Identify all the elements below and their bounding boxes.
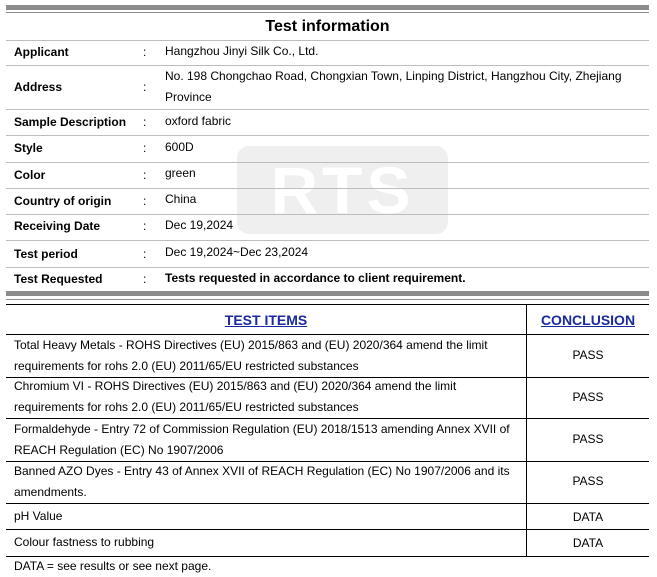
- test-item: Banned AZO Dyes - Entry 43 of Annex XVII of REACH Regulation (EC) No 1907/2006 and its amendments.: [14, 464, 510, 499]
- info-row-applicant: [6, 41, 649, 66]
- info-colon: :: [143, 247, 147, 261]
- info-value: green: [165, 166, 196, 180]
- info-colon: :: [143, 219, 147, 233]
- row-line: [6, 529, 649, 530]
- info-label: Style: [14, 141, 43, 155]
- info-value: Tests requested in accordance to client requirement.: [165, 271, 466, 285]
- test-item: Chromium VI - ROHS Directives (EU) 2015/863 and (EU) 2020/364 amend the limit requirements for rohs 2.0 (EU) 2011/65/EU restricted substances: [14, 379, 457, 414]
- info-label: Address: [14, 80, 63, 94]
- info-label: Test period: [14, 247, 78, 261]
- info-row-country-of-origin: [6, 189, 649, 215]
- conclusion-value: DATA: [572, 536, 604, 550]
- footnote: DATA = see results or see next page.: [14, 559, 212, 573]
- test-item: Formaldehyde - Entry 72 of Commission Regulation (EU) 2018/1513 amending Annex XVII of REACH Regulation (EC) No 1907/2006: [14, 422, 510, 457]
- header-conclusion: CONCLUSION: [540, 312, 636, 328]
- watermark-text: RTS: [270, 153, 415, 227]
- header-test: TEST: [224, 312, 261, 328]
- info-value: Dec 19,2024: [165, 218, 234, 232]
- info-value: No. 198 Chongchao Road, Chongxian Town, Linping District, Hangzhou City, Zhejiang Province: [165, 69, 622, 104]
- info-row-address: [6, 66, 649, 110]
- section-divider: [6, 291, 649, 296]
- section-title: Test information: [265, 18, 390, 35]
- conclusion-value: DATA: [572, 510, 604, 524]
- info-row-test-period: [6, 241, 649, 268]
- info-row-style: [6, 136, 649, 163]
- top-rule: [6, 5, 649, 10]
- test-items-table: [6, 304, 649, 557]
- top-rule-thin: [6, 12, 649, 13]
- info-label: Sample Description: [14, 115, 127, 129]
- conclusion-value: PASS: [572, 432, 604, 446]
- section-divider-thin: [6, 299, 649, 300]
- info-value: 600D: [165, 140, 194, 154]
- info-label: Test Requested: [14, 272, 103, 286]
- info-label: Country of origin: [14, 194, 112, 208]
- test-item: pH Value: [14, 509, 63, 523]
- info-row-receiving-date: [6, 215, 649, 241]
- header-items: ITEMS: [264, 312, 308, 328]
- info-colon: :: [143, 80, 147, 94]
- info-colon: :: [143, 45, 147, 59]
- info-colon: :: [143, 194, 147, 208]
- info-colon: :: [143, 115, 147, 129]
- conclusion-value: PASS: [572, 390, 604, 404]
- info-colon: :: [143, 168, 147, 182]
- info-colon: :: [143, 272, 147, 286]
- info-label: Color: [14, 168, 46, 182]
- test-item: Colour fastness to rubbing: [14, 535, 155, 549]
- conclusion-value: PASS: [572, 474, 604, 488]
- info-value: Hangzhou Jinyi Silk Co., Ltd.: [165, 44, 319, 58]
- info-row-test-requested: [6, 268, 649, 290]
- info-value: China: [165, 192, 197, 206]
- row-line: [6, 503, 649, 504]
- header-test-items: [6, 305, 526, 334]
- info-value: oxford fabric: [165, 114, 232, 128]
- conclusion-value: PASS: [572, 348, 604, 362]
- info-colon: :: [143, 141, 147, 155]
- test-item: Total Heavy Metals - ROHS Directives (EU) 2015/863 and (EU) 2020/364 amend the limit requirements for rohs 2.0 (EU) 2011/65/EU restricted substances: [14, 338, 488, 373]
- info-label: Applicant: [14, 45, 69, 59]
- info-label: Receiving Date: [14, 219, 101, 233]
- info-row-sample-description: [6, 110, 649, 136]
- info-row-color: [6, 163, 649, 189]
- info-value: Dec 19,2024~Dec 23,2024: [165, 245, 309, 259]
